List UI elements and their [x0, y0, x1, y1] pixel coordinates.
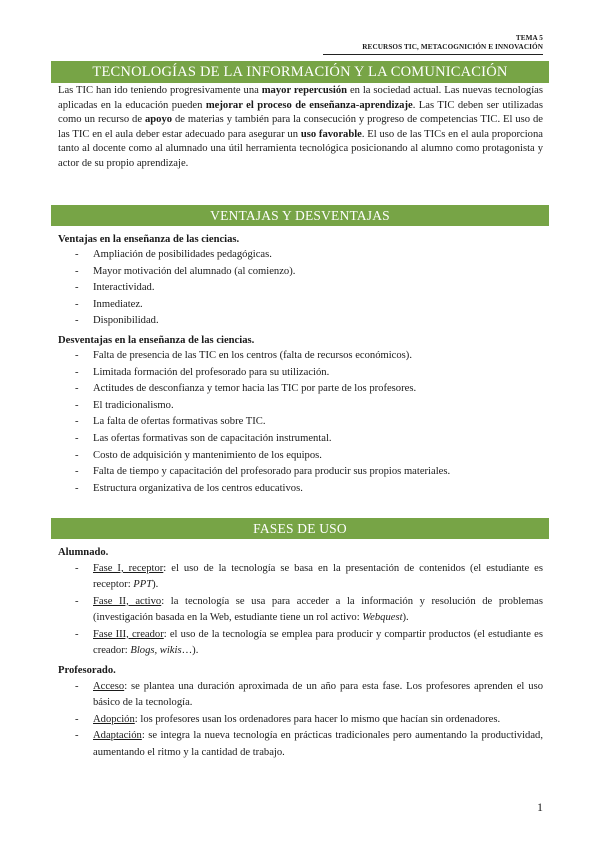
intro-bold-2: mejorar el proceso de enseñanza-aprendizaje — [205, 99, 413, 111]
list-item: - Adaptación: se integra la nueva tecnología en prácticas tradicionales pero aumentando la productividad, aumentando el ritmo y la cantidad de trabajo. — [75, 730, 543, 758]
intro-text-1: Las TIC han ido teniendo progresivamente una — [58, 85, 262, 96]
intro-text-2: en la sociedad actual. Las nuevas tecnologías aplicadas en la educación pueden — [58, 85, 543, 111]
header-topic: TEMA 5 — [515, 34, 543, 42]
intro-text-4: de materias y también para la consecución y progreso de competencias TIC. El uso de las TIC en el aula deber estar adecuado para asegurar un — [58, 114, 543, 140]
list-item: - Falta de tiempo y capacitación del profesorado para producir sus propios materiales. — [75, 466, 451, 478]
list-item: - Disponibilidad. — [75, 315, 159, 327]
list-item: - La falta de ofertas formativas sobre TIC. — [75, 416, 266, 428]
page-header — [323, 34, 543, 55]
intro-paragraph — [58, 84, 543, 171]
list-item: - Las ofertas formativas son de capacitación instrumental. — [75, 432, 332, 444]
intro-text-5: . El uso de las TICs en el aula proporciona tanto al docente como al alumnado una útil herramienta tecnológica posicionando al alumno como protagonista y actor de su propio aprendizaje. — [58, 128, 543, 169]
list-item: - Mayor motivación del alumnado (al comienzo). — [75, 265, 296, 277]
ventajas-heading: Ventajas en la enseñanza de las ciencias. — [58, 234, 240, 245]
ventajas-list — [58, 247, 543, 330]
section-title-fases: FASES DE USO — [51, 518, 549, 539]
header-subtitle: RECURSOS TIC, METACOGNICIÓN E INNOVACIÓN — [362, 43, 543, 51]
section-title-tic: TECNOLOGÍAS DE LA INFORMACIÓN Y LA COMUNICACIÓN — [51, 61, 549, 83]
intro-bold-1: mayor repercusión — [261, 85, 348, 96]
list-item: - Falta de presencia de las TIC en los centros (falta de recursos económicos). — [75, 350, 412, 361]
alumnado-list — [58, 561, 543, 659]
list-item: - Ampliación de posibilidades pedagógicas. — [75, 249, 272, 260]
list-item: - Adopción: los profesores usan los ordenadores para hacer lo mismo que hacían sin ordenadores. — [75, 713, 501, 725]
list-item: - Fase I, receptor: el uso de la tecnología se basa en la presentación de contenidos (el estudiante es receptor: PPT). — [75, 563, 544, 591]
list-item: - El tradicionalismo. — [75, 399, 174, 411]
section-title-ventajas: VENTAJAS Y DESVENTAJAS — [51, 205, 549, 226]
list-item: - Actitudes de desconfianza y temor hacia las TIC por parte de los profesores. — [75, 383, 417, 395]
list-item: - Fase II, activo: la tecnología se usa para acceder a la información y resolución de problemas (investigación basada en la Web, estudiante tiene un rol activo: Webquest). — [75, 595, 543, 624]
list-item: - Acceso: se plantea una duración aproximada de un año para esta fase. Los profesores aprenden el uso básico de la tecnología. — [75, 681, 543, 709]
intro-bold-3: apoyo — [144, 114, 173, 125]
intro-bold-4: uso favorable — [300, 128, 362, 140]
list-item: - Estructura organizativa de los centros educativos. — [75, 482, 303, 494]
alumnado-heading: Alumnado. — [58, 547, 109, 558]
page-number: 1 — [537, 800, 543, 814]
header-rule — [323, 54, 543, 55]
list-item: - Costo de adquisición y mantenimiento de los equipos. — [75, 449, 322, 461]
list-item: - Limitada formación del profesorado para su utilización. — [75, 366, 330, 378]
list-item: - Interactividad. — [75, 282, 155, 294]
intro-text-3: . Las TIC deben ser utilizadas como un recurso de — [58, 99, 544, 125]
profesorado-list — [58, 679, 543, 761]
desventajas-heading: Desventajas en la enseñanza de las ciencias. — [58, 335, 255, 346]
list-item: - Fase III, creador: el uso de la tecnología se emplea para producir y compartir productos (el estudiante es creador: Blogs, wikis…). — [75, 628, 543, 657]
profesorado-heading: Profesorado. — [58, 665, 116, 676]
desventajas-list — [58, 348, 543, 497]
list-item: - Inmediatez. — [75, 298, 143, 310]
